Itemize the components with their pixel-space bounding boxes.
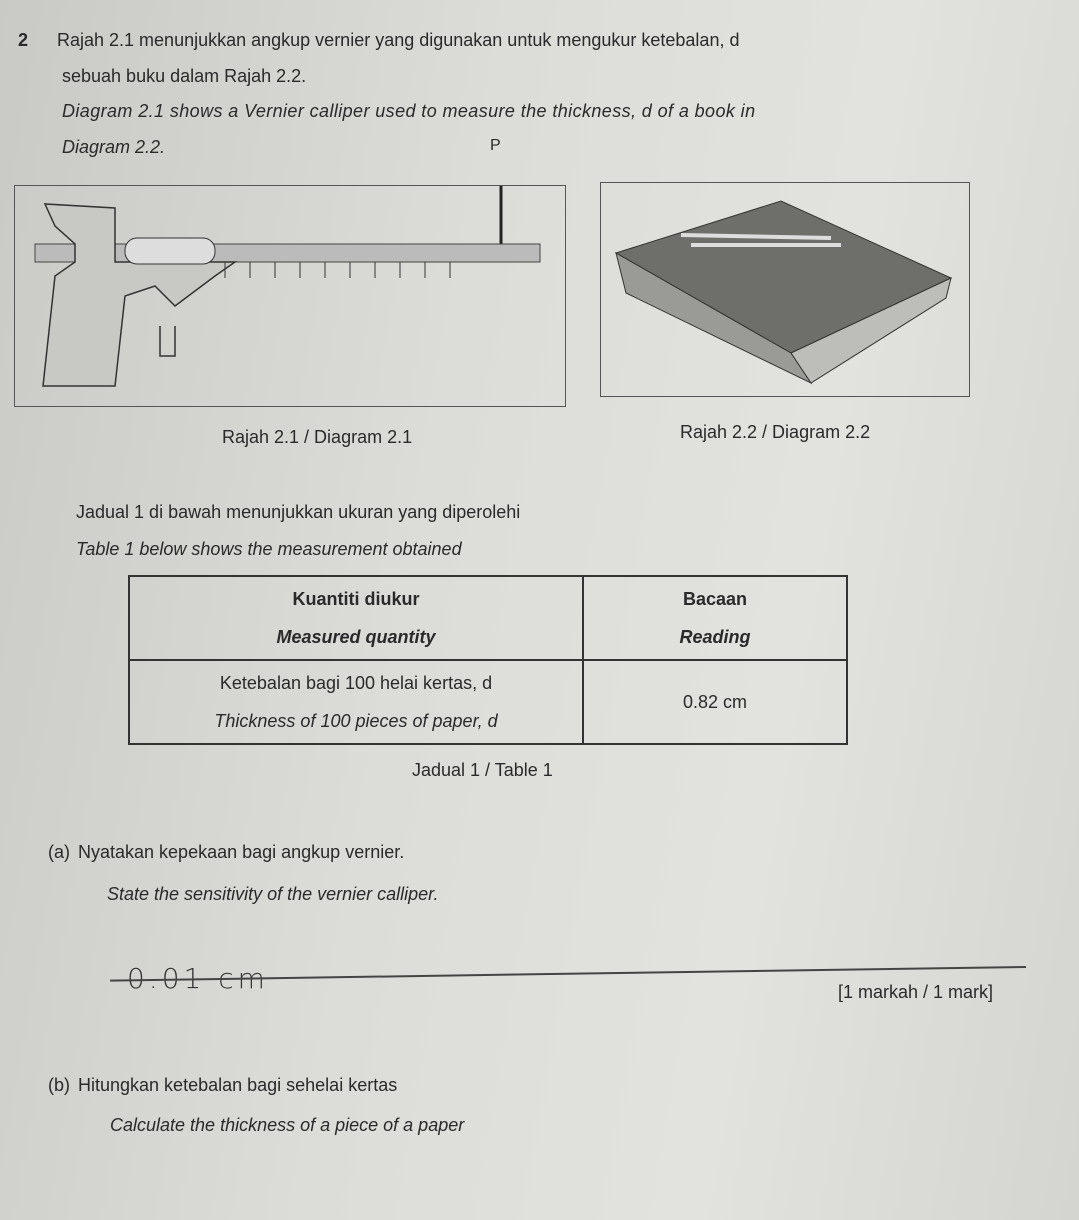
header-reading: Bacaan Reading — [583, 576, 847, 660]
label-p: P — [490, 137, 501, 154]
part-a-label: (a) — [48, 842, 70, 862]
book-illustration — [601, 183, 969, 396]
table-intro-malay: Jadual 1 di bawah menunjukkan ukuran yang diperolehi — [76, 502, 521, 522]
book-diagram — [600, 182, 970, 397]
part-b-english: Calculate the thickness of a piece of a paper — [110, 1115, 465, 1135]
part-a-malay: Nyatakan kepekaan bagi angkup vernier. — [78, 842, 405, 862]
intro-malay: Rajah 2.1 menunjukkan angkup vernier yang digunakan untuk mengukur ketebalan, d — [57, 30, 740, 50]
vernier-calliper-illustration — [15, 186, 565, 406]
part-a-answer[interactable]: 0.01 cm — [127, 962, 269, 995]
table-row — [129, 660, 847, 744]
vernier-calliper-diagram — [14, 185, 566, 407]
caption-diagram-2-1: Rajah 2.1 / Diagram 2.1 — [222, 427, 413, 447]
question-number: 2 — [18, 30, 29, 50]
intro-english-cont: Diagram 2.2. — [62, 137, 166, 157]
part-b-malay: Hitungkan ketebalan bagi sehelai kertas — [78, 1075, 398, 1095]
cell-reading: 0.82 cm — [583, 660, 847, 744]
measurement-table — [128, 575, 848, 745]
cell-quantity: Ketebalan bagi 100 helai kertas, d Thickness of 100 pieces of paper, d — [129, 660, 583, 744]
part-a-marks: [1 markah / 1 mark] — [838, 982, 994, 1002]
table-header-row — [129, 576, 847, 660]
intro-malay-cont: sebuah buku dalam Rajah 2.2. — [62, 66, 307, 86]
part-b-label: (b) — [48, 1075, 70, 1095]
header-measured-quantity: Kuantiti diukur Measured quantity — [129, 576, 583, 660]
intro-english: Diagram 2.1 shows a Vernier calliper used to measure the thickness, d of a book in — [62, 101, 756, 121]
part-a-english: State the sensitivity of the vernier calliper. — [107, 884, 439, 904]
caption-diagram-2-2: Rajah 2.2 / Diagram 2.2 — [680, 422, 871, 442]
table-caption: Jadual 1 / Table 1 — [412, 760, 553, 780]
table-intro-english: Table 1 below shows the measurement obtained — [76, 539, 462, 559]
